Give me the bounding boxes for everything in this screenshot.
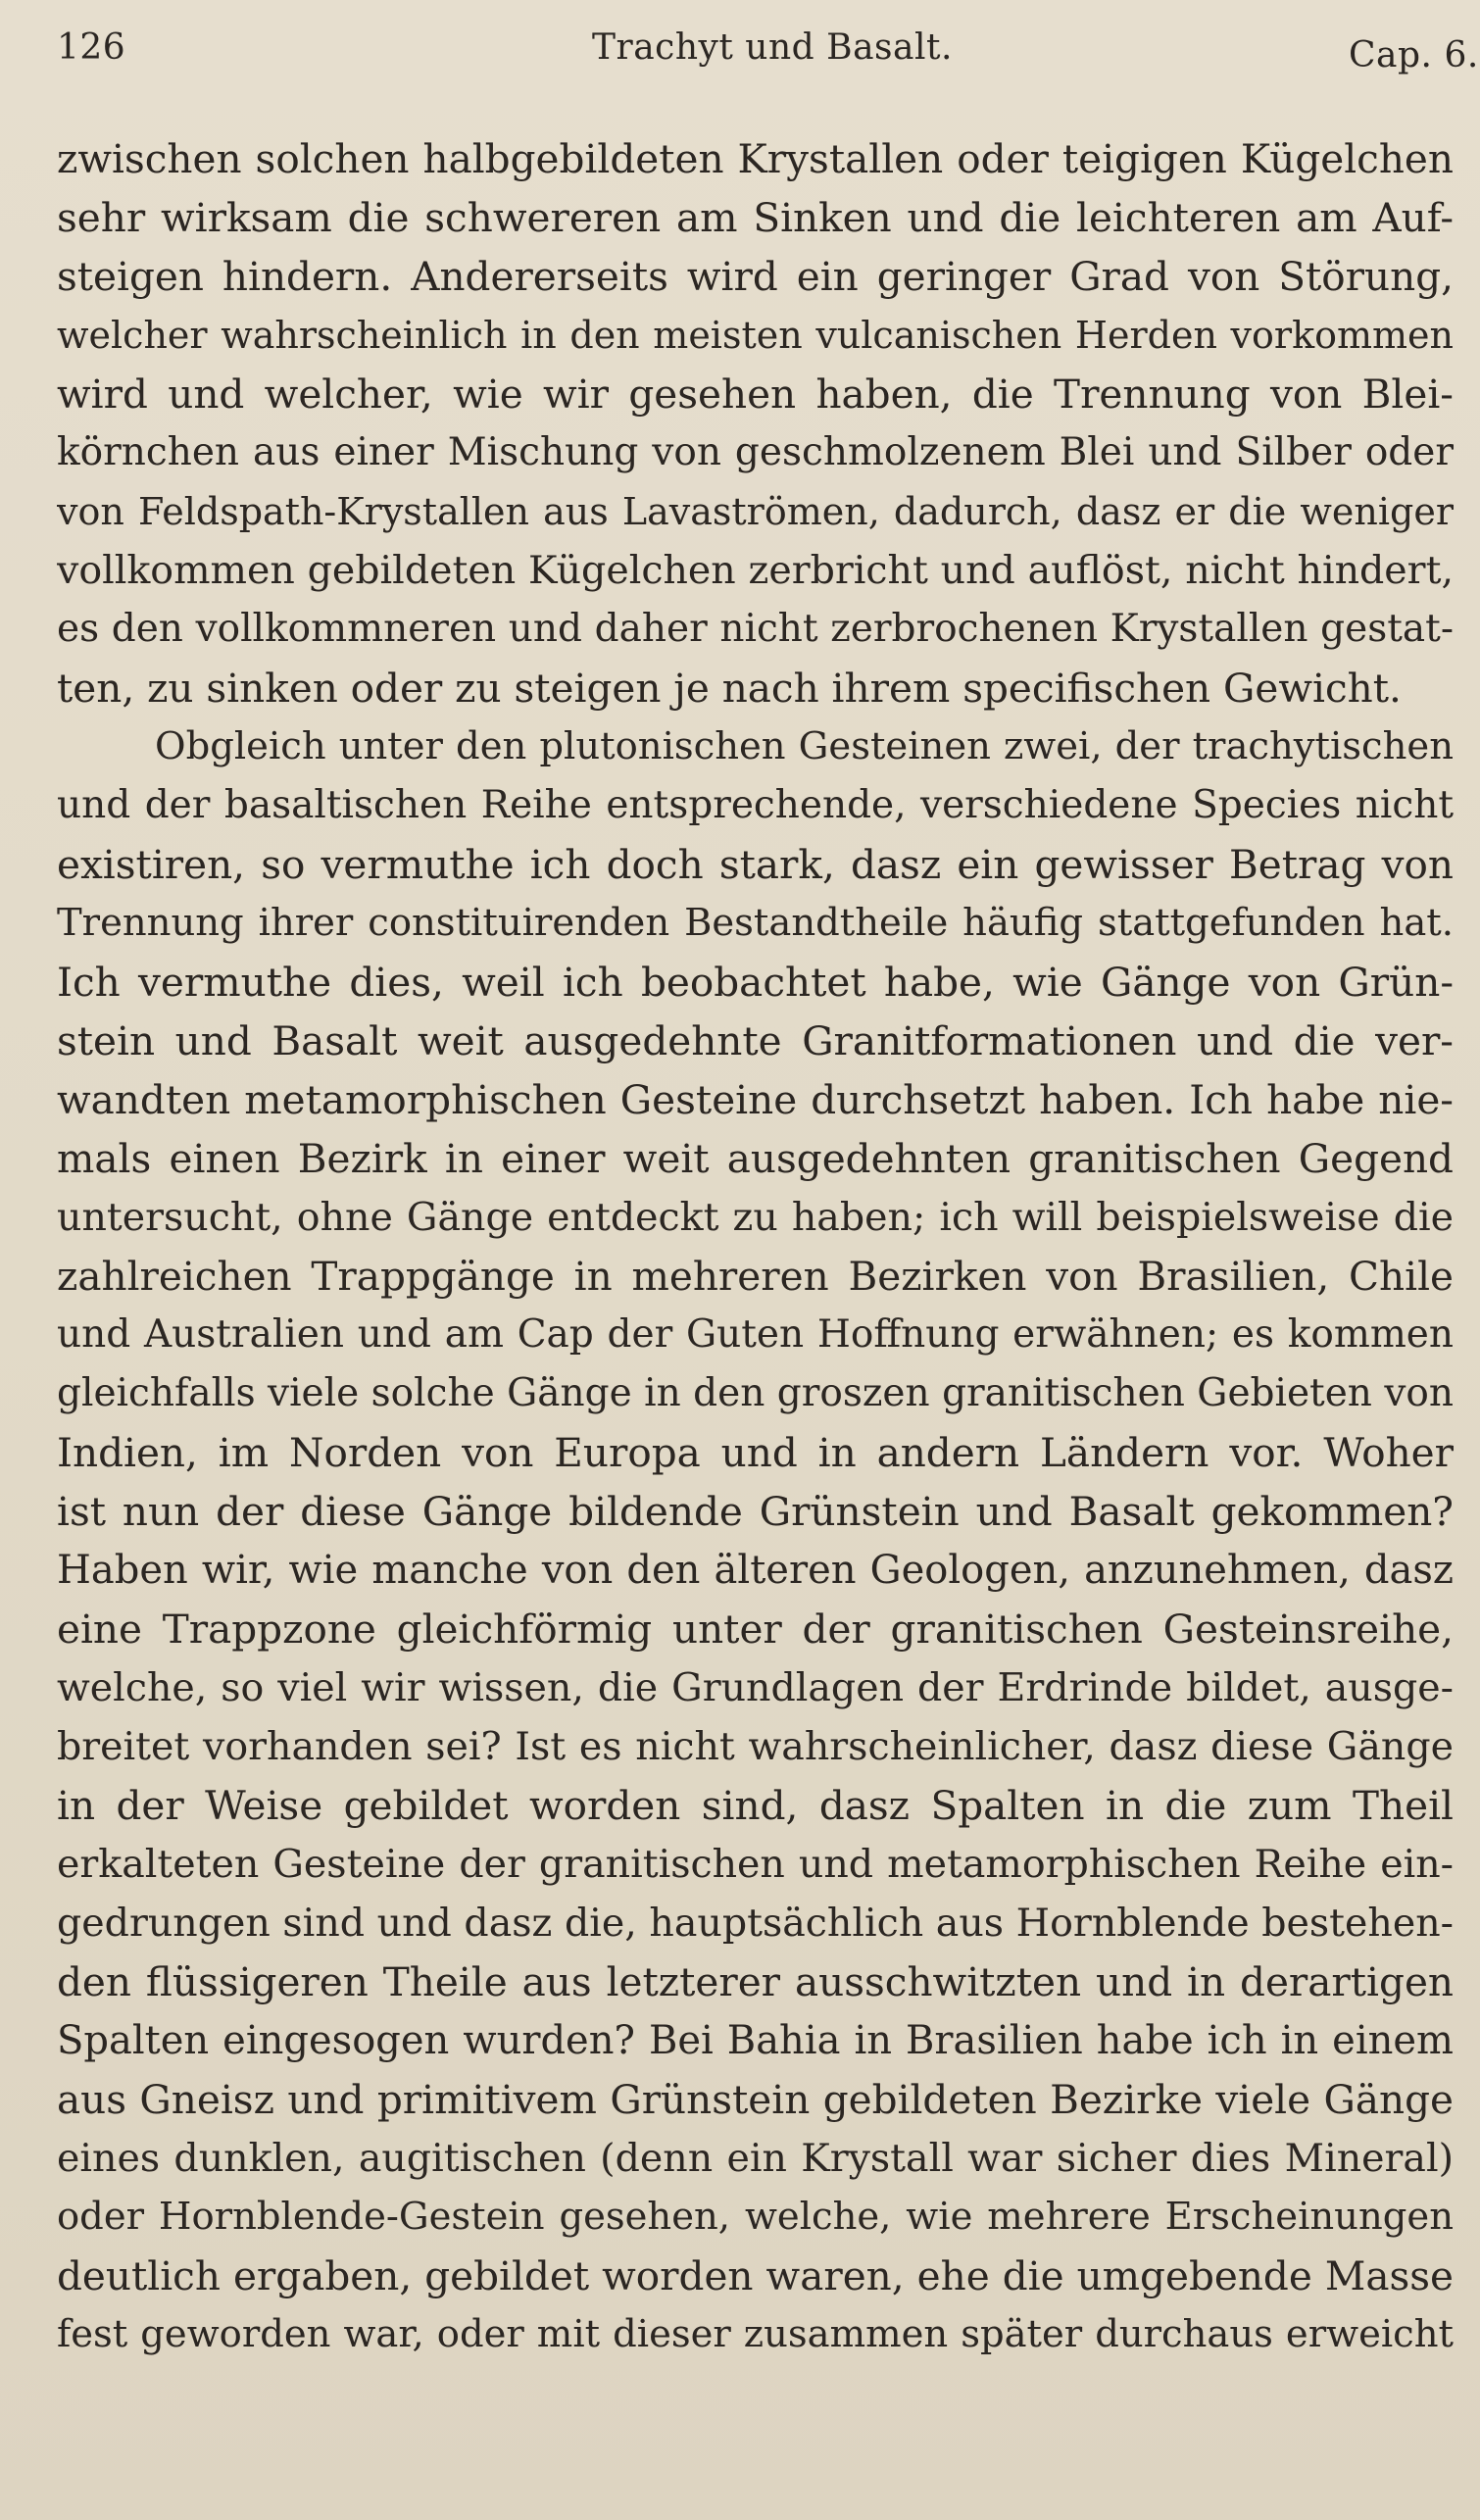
- text-line: zahlreichen Trappgänge in mehreren Bezirken von Brasilien, Chile: [57, 1253, 1454, 1300]
- text-line: vollkommen gebildeten Kügelchen zerbricht und auflöst, nicht hindert,: [57, 548, 1454, 593]
- text-line: oder Hornblende-Gestein gesehen, welche, wie mehrere Erscheinungen: [57, 2195, 1454, 2239]
- text-line: den flüssigeren Theile aus letzterer ausschwitzten und in derartigen: [57, 1958, 1454, 2005]
- text-line: deutlich ergaben, gebildet worden waren, ehe die umgebende Masse: [57, 2252, 1454, 2299]
- text-line: steigen hindern. Andererseits wird ein geringer Grad von Störung,: [57, 253, 1454, 300]
- text-line: eines dunklen, augitischen (denn ein Krystall war sicher dies Mineral): [57, 2136, 1454, 2181]
- text-line: wandten metamorphischen Gesteine durchsetzt haben. Ich habe nie-: [57, 1076, 1454, 1123]
- text-line: erkalteten Gesteine der granitischen und metamorphischen Reihe ein-: [57, 1842, 1454, 1887]
- text-line: existiren, so vermuthe ich doch stark, dasz ein gewisser Betrag von: [57, 841, 1454, 888]
- page-number: 126: [57, 27, 126, 68]
- text-line: gleichfalls viele solche Gänge in den groszen granitischen Gebieten von: [57, 1371, 1454, 1415]
- text-line: ist nun der diese Gänge bildende Grünstein und Basalt gekommen?: [57, 1488, 1454, 1535]
- text-line: welcher wahrscheinlich in den meisten vulcanischen Herden vorkommen: [57, 314, 1454, 357]
- text-line: Indien, im Norden von Europa und in andern Ländern vor. Woher: [57, 1429, 1454, 1476]
- text-line: Spalten eingesogen wurden? Bei Bahia in Brasilien habe ich in einem: [57, 2018, 1454, 2063]
- text-line: untersucht, ohne Gänge entdeckt zu haben; ich will beispielsweise die: [57, 1195, 1454, 1240]
- text-line: fest geworden war, oder mit dieser zusammen später durchaus erweicht: [57, 2312, 1454, 2356]
- text-line: es den vollkommneren und daher nicht zerbrochenen Krystallen gestat-: [57, 607, 1454, 651]
- text-line: in der Weise gebildet worden sind, dasz Spalten in die zum Theil: [57, 1782, 1454, 1829]
- text-line: eine Trappzone gleichförmig unter der granitischen Gesteinsreihe,: [57, 1606, 1454, 1653]
- chapter-reference: Cap. 6.: [1349, 35, 1479, 75]
- text-line: Trennung ihrer constituirenden Bestandtheile häufig stattgefunden hat.: [57, 901, 1454, 945]
- text-line: von Feldspath-Krystallen aus Lavaströmen, dadurch, dasz er die weniger: [57, 490, 1454, 533]
- text-line: sehr wirksam die schwereren am Sinken und die leichteren am Auf-: [57, 194, 1454, 241]
- text-line: Ich vermuthe dies, weil ich beobachtet habe, wie Gänge von Grün-: [57, 959, 1454, 1006]
- text-line: stein und Basalt weit ausgedehnte Granitformationen und die ver-: [57, 1017, 1454, 1064]
- running-title: Trachyt und Basalt.: [592, 27, 953, 68]
- text-line: und der basaltischen Reihe entsprechende, verschiedene Species nicht: [57, 783, 1454, 827]
- text-line: wird und welcher, wie wir gesehen haben, die Trennung von Blei-: [57, 371, 1454, 418]
- text-line: mals einen Bezirk in einer weit ausgedehnten granitischen Gegend: [57, 1135, 1454, 1182]
- text-line: breitet vorhanden sei? Ist es nicht wahrscheinlicher, dasz diese Gänge: [57, 1724, 1454, 1769]
- text-line: körnchen aus einer Mischung von geschmolzenem Blei und Silber oder: [57, 430, 1454, 474]
- paragraph-first-line: Obgleich unter den plutonischen Gesteinen zwei, der trachytischen: [155, 724, 1454, 768]
- text-line: welche, so viel wir wissen, die Grundlagen der Erdrinde bildet, ausge-: [57, 1665, 1454, 1710]
- text-line: ten, zu sinken oder zu steigen je nach ihrem specifischen Gewicht.: [57, 665, 1402, 712]
- text-line: zwischen solchen halbgebildeten Krystallen oder teigigen Kügelchen: [57, 135, 1454, 182]
- text-line: Haben wir, wie manche von den älteren Geologen, anzunehmen, dasz: [57, 1548, 1454, 1593]
- page-header: [57, 27, 1479, 86]
- text-line: aus Gneisz und primitivem Grünstein gebildeten Bezirke viele Gänge: [57, 2076, 1454, 2123]
- text-line: gedrungen sind und dasz die, hauptsächlich aus Hornblende bestehen-: [57, 1901, 1454, 1946]
- text-line: und Australien und am Cap der Guten Hoffnung erwähnen; es kommen: [57, 1312, 1454, 1357]
